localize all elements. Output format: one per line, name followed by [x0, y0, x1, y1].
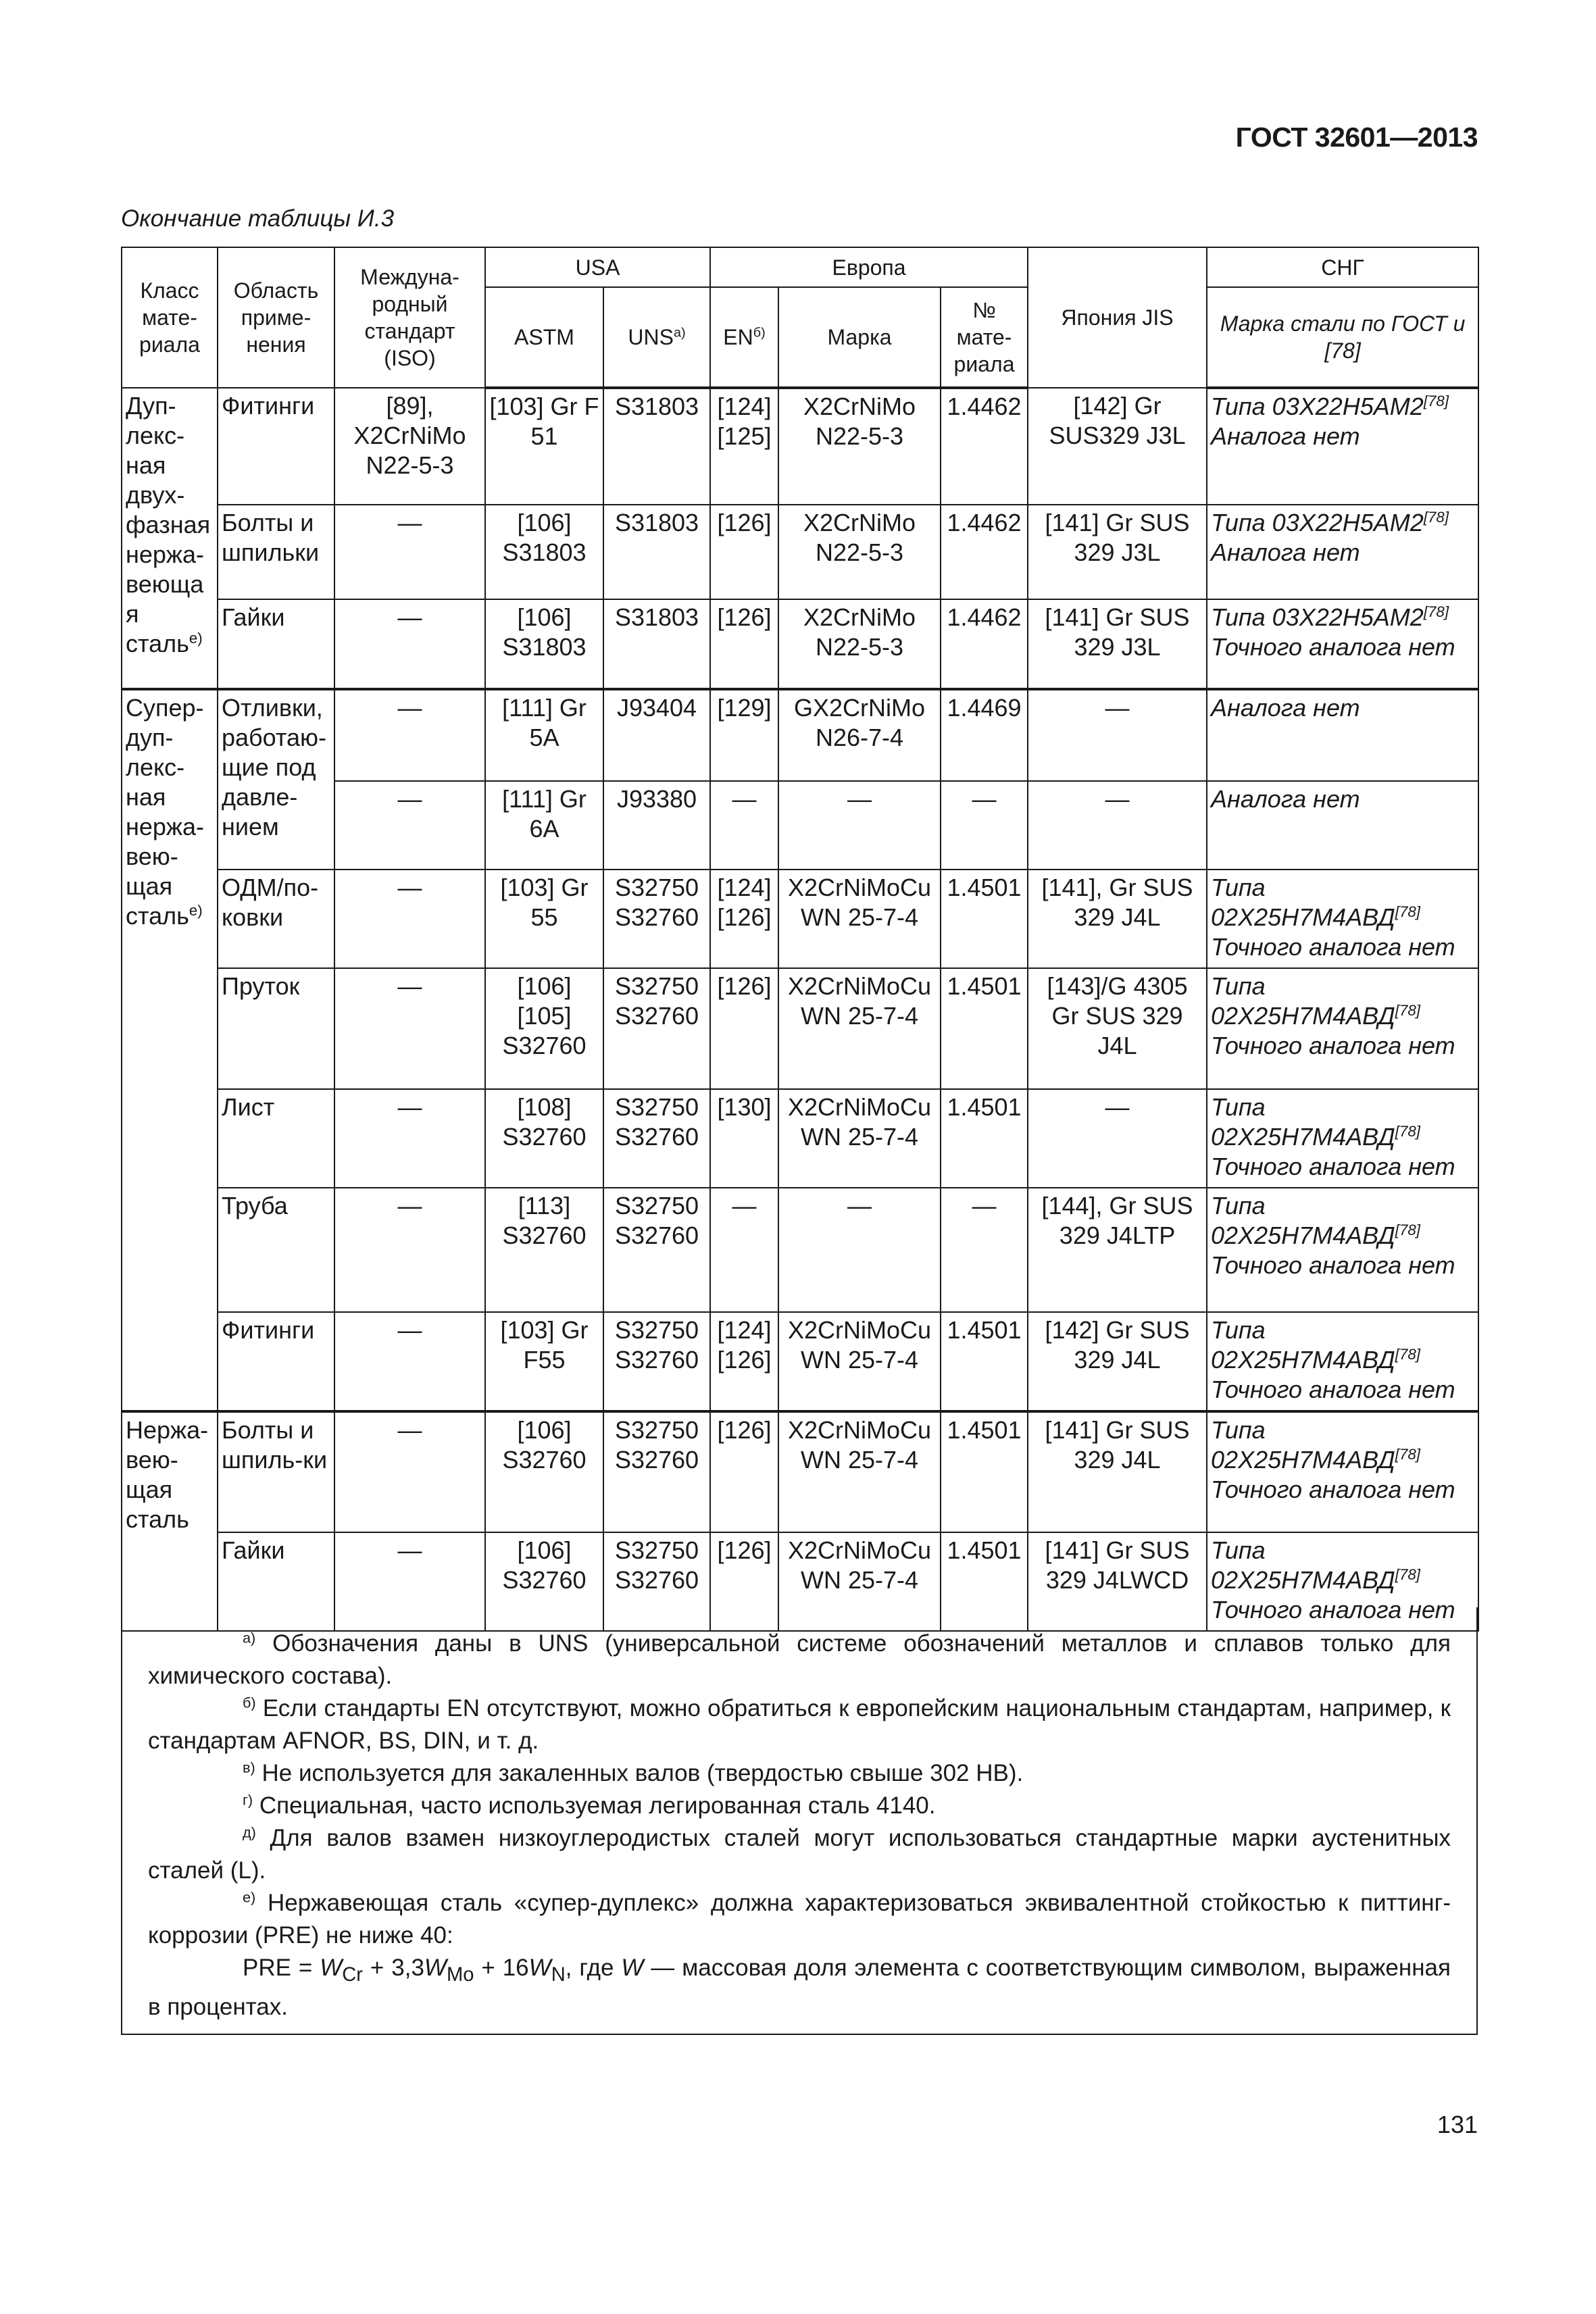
mark-cell: X2CrNiMoCu WN 25-7-4: [778, 1411, 941, 1532]
footnote-mark: в): [243, 1759, 255, 1776]
col-header-europe: Европа: [710, 247, 1028, 287]
astm-cell: [106] S32760: [485, 1411, 603, 1532]
formula-sub: N: [551, 1964, 566, 1986]
formula-var: W: [528, 1955, 551, 1981]
jis-cell: [144], Gr SUS 329 J4LTP: [1028, 1188, 1207, 1312]
num-cell: 1.4501: [941, 1532, 1028, 1631]
footnotes-box: [121, 1607, 1478, 2035]
cis-mark: Типа 03Х22Н5АМ2: [1211, 509, 1424, 536]
astm-cell: [111] Gr 6A: [485, 781, 603, 870]
footnote-ref: е): [189, 630, 203, 647]
table-row: [122, 870, 1478, 968]
jis-cell: [141] Gr SUS 329 J3L: [1028, 505, 1207, 599]
mark-cell: X2CrNiMo N22-5-3: [778, 388, 941, 505]
cis-mark: Типа 02Х25Н7М4АВД: [1211, 1416, 1395, 1474]
footnote: [148, 1790, 1451, 1822]
footnote-mark: г): [243, 1791, 253, 1809]
footnote-ref: [78]: [1395, 1346, 1420, 1363]
footnote-text: Не используется для закаленных валов (твердостью свыше 302 НВ).: [261, 1760, 1024, 1786]
table-row: [122, 505, 1478, 599]
material-class: Нержа-вею-щая сталь: [126, 1416, 209, 1533]
footnote-ref: [78]: [1395, 903, 1420, 920]
iso-cell: —: [334, 1089, 485, 1188]
area-cell: Болты и шпильки: [218, 505, 334, 599]
num-cell: 1.4501: [941, 968, 1028, 1089]
col-header-mark: Марка: [778, 287, 941, 388]
iso-cell: —: [334, 505, 485, 599]
col-header-class: Класс мате-риала: [122, 247, 218, 388]
table-row: [122, 1411, 1478, 1532]
col-header-en-text: EN: [723, 325, 753, 349]
en-cell: —: [710, 1188, 778, 1312]
cis-mark: Типа 02Х25Н7М4АВД: [1211, 874, 1395, 931]
formula-part: , где: [565, 1955, 622, 1981]
cis-mark: Типа 02Х25Н7М4АВД: [1211, 1192, 1395, 1249]
mark-cell: X2CrNiMoCu WN 25-7-4: [778, 1532, 941, 1631]
num-cell: 1.4469: [941, 689, 1028, 781]
astm-cell: [111] Gr 5A: [485, 689, 603, 781]
table-row: [122, 968, 1478, 1089]
cis-note: Точного аналога нет: [1211, 1476, 1455, 1503]
en-cell: [129]: [710, 689, 778, 781]
mark-cell: X2CrNiMoCu WN 25-7-4: [778, 870, 941, 968]
jis-cell: [143]/G 4305 Gr SUS 329 J4L: [1028, 968, 1207, 1089]
footnote-ref: [78]: [1395, 1446, 1420, 1463]
material-class: Супер-дуп-лекс-ная нержа-вею-щая сталь: [126, 694, 205, 930]
num-cell: —: [941, 1188, 1028, 1312]
footnote-mark: б): [243, 1694, 256, 1711]
cis-cell: [1207, 388, 1478, 505]
area-cell: Гайки: [218, 599, 334, 689]
uns-cell: S32750 S32760: [603, 1532, 710, 1631]
area-cell: Отливки, работаю-щие под давле-нием: [218, 689, 334, 870]
en-cell: —: [710, 781, 778, 870]
formula-var: W: [424, 1955, 447, 1981]
cis-note: Точного аналога нет: [1211, 1153, 1455, 1180]
material-class: Дуп-лекс-ная двух-фазная нержа-веющая сталь: [126, 392, 211, 657]
astm-cell: [103] Gr F55: [485, 1312, 603, 1411]
astm-cell: [106] [105] S32760: [485, 968, 603, 1089]
mark-cell: —: [778, 1188, 941, 1312]
num-cell: 1.4501: [941, 1312, 1028, 1411]
cis-cell: [1207, 870, 1478, 968]
cis-note: Точного аналога нет: [1211, 1596, 1455, 1624]
iso-cell: [89], X2CrNiMo N22-5-3: [334, 388, 485, 505]
area-cell: Лист: [218, 1089, 334, 1188]
jis-cell: [141] Gr SUS 329 J3L: [1028, 599, 1207, 689]
jis-cell: —: [1028, 781, 1207, 870]
footnote-ref: [78]: [1395, 1566, 1420, 1583]
iso-cell: —: [334, 1312, 485, 1411]
footnote-ref: [78]: [1395, 1222, 1420, 1238]
mark-cell: X2CrNiMoCu WN 25-7-4: [778, 1089, 941, 1188]
footnote-ref: [78]: [1423, 393, 1449, 409]
materials-table: [121, 247, 1479, 1632]
cis-mark: Типа 03Х22Н5АМ2: [1211, 393, 1424, 420]
col-header-area: Область приме-нения: [218, 247, 334, 388]
astm-cell: [106] S31803: [485, 599, 603, 689]
table-row: [122, 689, 1478, 781]
mark-cell: —: [778, 781, 941, 870]
table-caption: Окончание таблицы И.3: [121, 205, 395, 232]
col-header-uns-text: UNS: [628, 325, 674, 349]
jis-cell: —: [1028, 689, 1207, 781]
en-cell: [126]: [710, 1532, 778, 1631]
cis-note: Аналога нет: [1211, 422, 1360, 450]
area-cell: Гайки: [218, 1532, 334, 1631]
cis-note: Точного аналога нет: [1211, 633, 1455, 661]
table-row: [122, 1312, 1478, 1411]
num-cell: 1.4501: [941, 870, 1028, 968]
iso-cell: —: [334, 870, 485, 968]
material-class-cell: [122, 1411, 218, 1631]
table-row: [122, 1089, 1478, 1188]
formula-sub: Mo: [446, 1964, 474, 1986]
cis-note: Аналога нет: [1211, 538, 1360, 566]
col-header-japan: Япония JIS: [1028, 247, 1207, 388]
uns-cell: S32750 S32760: [603, 1312, 710, 1411]
uns-cell: S31803: [603, 599, 710, 689]
jis-cell: [141], Gr SUS 329 J4L: [1028, 870, 1207, 968]
en-cell: [126]: [710, 599, 778, 689]
mark-cell: GX2CrNiMo N26-7-4: [778, 689, 941, 781]
cis-cell: [1207, 1411, 1478, 1532]
cis-mark: Типа 02Х25Н7М4АВД: [1211, 1536, 1395, 1594]
uns-cell: S32750 S32760: [603, 1188, 710, 1312]
material-class-cell: [122, 388, 218, 689]
iso-cell: —: [334, 1411, 485, 1532]
formula-part: — массовая доля элемента с соответствующим символом, выраженная в процентах.: [148, 1955, 1451, 2020]
mark-cell: X2CrNiMoCu WN 25-7-4: [778, 968, 941, 1089]
cis-cell: [1207, 689, 1478, 781]
formula-var: W: [320, 1955, 343, 1981]
cis-cell: [1207, 1312, 1478, 1411]
formula-part: + 3,3: [363, 1955, 424, 1981]
footnote: [148, 1887, 1451, 1952]
uns-cell: S32750 S32760: [603, 1411, 710, 1532]
cis-cell: [1207, 1089, 1478, 1188]
col-header-num: № мате-риала: [941, 287, 1028, 388]
footnote-ref: [78]: [1395, 1002, 1420, 1019]
area-cell: Фитинги: [218, 388, 334, 505]
uns-cell: J93404: [603, 689, 710, 781]
area-cell: Фитинги: [218, 1312, 334, 1411]
astm-cell: [103] Gr F 51: [485, 388, 603, 505]
col-header-en: [710, 287, 778, 388]
iso-cell: —: [334, 1188, 485, 1312]
col-header-usa: USA: [485, 247, 710, 287]
formula-sub: Cr: [342, 1964, 364, 1986]
col-header-iso: Междуна-родный стандарт (ISO): [334, 247, 485, 388]
uns-cell: S32750 S32760: [603, 870, 710, 968]
jis-cell: [142] Gr SUS 329 J4L: [1028, 1312, 1207, 1411]
table-row: [122, 599, 1478, 689]
cis-mark: Аналога нет: [1211, 694, 1360, 722]
footnote-text: Нержавеющая сталь «супер-дуплекс» должна характеризоваться эквивалентной стойкостью к питтинг-коррозии (PRE) не ниже 40:: [148, 1890, 1451, 1948]
cis-note: Точного аналога нет: [1211, 1251, 1455, 1279]
footnote-text: Если стандарты EN отсутствуют, можно обратиться к европейским национальным стандартам, например, к стандартам AFNOR, BS, DIN, и т. д.: [148, 1695, 1451, 1754]
footnote-text: Специальная, часто используемая легированная сталь 4140.: [259, 1792, 936, 1819]
footnote-mark: а): [243, 1629, 256, 1646]
en-cell: [130]: [710, 1089, 778, 1188]
footnote-ref: [78]: [1423, 509, 1449, 526]
iso-cell: —: [334, 1532, 485, 1631]
cis-cell: [1207, 968, 1478, 1089]
footnote: [148, 1757, 1451, 1790]
footnote-ref: а): [673, 325, 686, 341]
num-cell: 1.4462: [941, 599, 1028, 689]
table-row: [122, 388, 1478, 505]
astm-cell: [108] S32760: [485, 1089, 603, 1188]
pre-formula: [148, 1952, 1451, 2023]
formula-part: + 16: [474, 1955, 529, 1981]
num-cell: 1.4501: [941, 1411, 1028, 1532]
col-header-cis-mark: Марка стали по ГОСТ и [78]: [1207, 287, 1478, 388]
cis-mark: Аналога нет: [1211, 785, 1360, 813]
footnote-ref: б): [753, 325, 766, 341]
footnote-text: Обозначения даны в UNS (универсальной системе обозначений металлов и сплавов только для химического состава).: [148, 1630, 1451, 1689]
mark-cell: X2CrNiMoCu WN 25-7-4: [778, 1312, 941, 1411]
footnote: [148, 1628, 1451, 1692]
footnote-ref: [78]: [1395, 1123, 1420, 1140]
area-cell: Болты и шпиль-ки: [218, 1411, 334, 1532]
num-cell: —: [941, 781, 1028, 870]
header-row: [122, 247, 1478, 287]
formula-part: PRE =: [243, 1955, 320, 1981]
cis-mark: Типа 02Х25Н7М4АВД: [1211, 1093, 1395, 1151]
jis-cell: [142] Gr SUS329 J3L: [1028, 388, 1207, 505]
num-cell: 1.4462: [941, 505, 1028, 599]
astm-cell: [106] S31803: [485, 505, 603, 599]
col-header-astm: ASTM: [485, 287, 603, 388]
footnote-mark: е): [243, 1888, 256, 1906]
uns-cell: S31803: [603, 388, 710, 505]
cis-mark: Типа 03Х22Н5АМ2: [1211, 603, 1424, 631]
col-header-uns: [603, 287, 710, 388]
uns-cell: S32750 S32760: [603, 1089, 710, 1188]
en-cell: [124] [126]: [710, 870, 778, 968]
jis-cell: [141] Gr SUS 329 J4L: [1028, 1411, 1207, 1532]
col-header-cis: СНГ: [1207, 247, 1478, 287]
area-cell: Труба: [218, 1188, 334, 1312]
en-cell: [126]: [710, 505, 778, 599]
mark-cell: X2CrNiMo N22-5-3: [778, 505, 941, 599]
cis-mark: Типа 02Х25Н7М4АВД: [1211, 972, 1395, 1030]
cis-cell: [1207, 781, 1478, 870]
material-class-cell: [122, 689, 218, 1411]
num-cell: 1.4462: [941, 388, 1028, 505]
astm-cell: [106] S32760: [485, 1532, 603, 1631]
area-cell: Пруток: [218, 968, 334, 1089]
iso-cell: —: [334, 781, 485, 870]
astm-cell: [103] Gr 55: [485, 870, 603, 968]
iso-cell: —: [334, 599, 485, 689]
footnote: [148, 1822, 1451, 1887]
cis-note: Точного аналога нет: [1211, 933, 1455, 961]
num-cell: 1.4501: [941, 1089, 1028, 1188]
jis-cell: —: [1028, 1089, 1207, 1188]
footnote-mark: д): [243, 1823, 256, 1841]
table-row: [122, 1188, 1478, 1312]
page-number: 131: [1437, 2111, 1478, 2138]
en-cell: [126]: [710, 968, 778, 1089]
astm-cell: [113] S32760: [485, 1188, 603, 1312]
cis-mark: Типа 02Х25Н7М4АВД: [1211, 1316, 1395, 1374]
cis-cell: [1207, 505, 1478, 599]
en-cell: [126]: [710, 1411, 778, 1532]
cis-cell: [1207, 599, 1478, 689]
uns-cell: S32750 S32760: [603, 968, 710, 1089]
footnote-text: Для валов взамен низкоуглеродистых сталей могут использоваться стандартные марки аустенитных сталей (L).: [148, 1825, 1451, 1884]
formula-var: W: [621, 1955, 644, 1981]
footnote-ref: [78]: [1423, 603, 1449, 620]
jis-cell: [141] Gr SUS 329 J4LWCD: [1028, 1532, 1207, 1631]
iso-cell: —: [334, 968, 485, 1089]
uns-cell: J93380: [603, 781, 710, 870]
uns-cell: S31803: [603, 505, 710, 599]
mark-cell: X2CrNiMo N22-5-3: [778, 599, 941, 689]
footnote: [148, 1692, 1451, 1757]
footnote-ref: е): [189, 902, 203, 919]
doc-header: ГОСТ 32601—2013: [1235, 122, 1478, 153]
area-cell: ОДМ/по-ковки: [218, 870, 334, 968]
cis-cell: [1207, 1188, 1478, 1312]
en-cell: [124] [125]: [710, 388, 778, 505]
en-cell: [124] [126]: [710, 1312, 778, 1411]
cis-note: Точного аналога нет: [1211, 1032, 1455, 1059]
cis-note: Точного аналога нет: [1211, 1376, 1455, 1403]
iso-cell: —: [334, 689, 485, 781]
